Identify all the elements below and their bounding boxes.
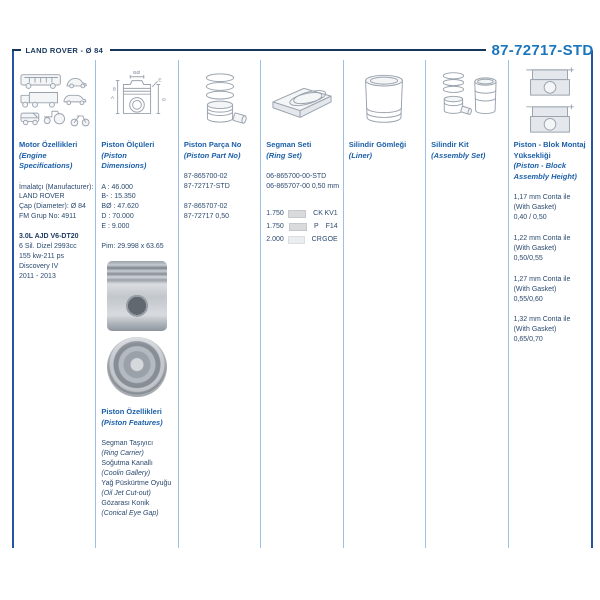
col-piston-dimensions xyxy=(96,60,178,548)
engine-detail-line: 2011 - 2013 xyxy=(19,273,56,280)
dimension-line: B- : 15.350 xyxy=(101,193,136,201)
assembly-height-entry xyxy=(514,275,586,305)
header-tick xyxy=(12,49,21,52)
engine-detail-line: 155 kw-211 ps xyxy=(19,253,65,261)
pin-dimension-line: Pim: 29.998 x 63.65 xyxy=(101,243,164,251)
piston-photo-top xyxy=(107,337,167,397)
assembly-height-entry xyxy=(514,193,586,223)
ring-profile-icon xyxy=(288,210,306,218)
spacer xyxy=(184,192,255,202)
ring-size: 2.000 xyxy=(266,235,284,243)
ring-size: 1.750 xyxy=(266,222,284,230)
dimension-line: E : 9.000 xyxy=(101,223,130,231)
gasket-line: 1,17 mm Conta ile xyxy=(513,194,571,201)
engine-spec-line: Çap (Diameter): Ø 84 xyxy=(19,203,86,211)
part-number-line: 87-72717 0,50 xyxy=(183,212,229,220)
svg-text:D: D xyxy=(162,97,166,103)
assembly-height-title: Piston - Blok Montaj Yüksekliği xyxy=(513,140,586,160)
series-label: LAND ROVER - Ø 84 xyxy=(25,45,104,55)
gasket-value: 0,40 / 0,50 xyxy=(513,213,547,221)
ring-set-number: 06-865700-00-STD xyxy=(266,173,327,180)
col-piston-part-no xyxy=(179,60,261,548)
piston-rings-icon xyxy=(184,64,255,136)
ring-type-code: CK xyxy=(313,209,323,217)
spacer xyxy=(19,222,90,232)
liner-icon xyxy=(349,64,420,136)
col-engine-specifications xyxy=(14,60,96,548)
gasket-note: (With Gasket) xyxy=(513,244,557,252)
liner-subtitle: (Liner) xyxy=(348,150,373,160)
block-height-icon xyxy=(514,64,586,136)
gasket-line: 1,22 mm Conta ile xyxy=(513,234,571,242)
svg-text:E: E xyxy=(158,78,162,84)
feature-line: Yağ Püskürtme Oyuğu xyxy=(101,479,172,487)
ring-brand-code: GOE xyxy=(322,235,338,243)
ring-set-title: Segman Seti xyxy=(266,140,312,149)
gasket-line: 1,32 mm Conta ile xyxy=(513,316,571,324)
col-assembly-height xyxy=(509,60,591,548)
ring-spec-row xyxy=(266,221,337,234)
part-number-line: 87-865707-02 xyxy=(183,202,228,210)
dimension-line: BØ : 47.620 xyxy=(101,203,139,211)
ring-brand-code: KV1 xyxy=(324,209,338,217)
header-rule xyxy=(110,49,485,52)
spec-grid xyxy=(14,60,591,548)
dimensions-title: Piston Ölçüleri xyxy=(101,140,155,149)
ring-profile-icon xyxy=(288,236,305,244)
feature-line: Gözarası Konik xyxy=(101,499,150,507)
ring-type-code: P xyxy=(314,222,319,230)
ring-spec-row xyxy=(266,234,337,247)
assembly-height-subtitle: (Piston - Block Assembly Height) xyxy=(513,161,577,181)
gasket-value: 0,55/0,60 xyxy=(513,295,543,303)
engine-detail-line: Discovery IV xyxy=(19,263,59,271)
engine-spec-line: LAND ROVER xyxy=(19,193,65,201)
engine-spec-line: İmalatçı (Manufacturer): xyxy=(19,183,94,191)
part-number-line: 87-865700-02 xyxy=(183,173,228,180)
ring-size: 1.750 xyxy=(266,209,284,217)
main-part-number: 87-72717-STD xyxy=(491,41,594,59)
ring-set-box-icon xyxy=(266,64,337,136)
engine-detail-line: 6 Sil. Dizel 2993cc xyxy=(19,243,77,251)
gasket-value: 0,65/0,70 xyxy=(513,336,543,344)
feature-line: Soğutma Kanallı xyxy=(101,460,153,467)
assembly-set-title: Silindir Kit xyxy=(431,140,469,149)
liner-title: Silindir Gömleği xyxy=(348,140,407,149)
dimensions-subtitle: (Piston Dimensions) xyxy=(101,150,147,170)
svg-text:A: A xyxy=(110,96,115,102)
engine-spec-line: FM Grup No: 4911 xyxy=(19,213,77,221)
gasket-note: (With Gasket) xyxy=(513,203,557,211)
gasket-value: 0,50/0,55 xyxy=(513,254,543,262)
features-title: Piston Özellikleri xyxy=(101,407,162,417)
piston-dimensions-icon xyxy=(101,64,172,136)
engine-subtitle: (Engine Specifications) xyxy=(19,150,73,170)
col-liner xyxy=(344,60,426,548)
ring-profile-icon xyxy=(289,223,307,231)
feature-line-en: (Ring Carrier) xyxy=(101,450,144,458)
dimension-line: A : 46.000 xyxy=(101,183,133,191)
ring-set-number: 06-865707-00 0,50 mm xyxy=(266,182,340,190)
feature-line-en: (Coolin Gallery) xyxy=(101,469,151,477)
part-no-subtitle: (Piston Part No) xyxy=(183,150,241,160)
assembly-set-subtitle: (Assembly Set) xyxy=(431,150,486,160)
gasket-note: (With Gasket) xyxy=(513,326,557,334)
ring-spec-row xyxy=(266,208,337,221)
vehicle-applications-icon xyxy=(19,64,90,136)
col-assembly-set xyxy=(426,60,508,548)
ring-set-subtitle: (Ring Set) xyxy=(266,150,302,160)
part-number-line: 87-72717-STD xyxy=(183,182,230,190)
feature-line-en: (Oil Jet Cut-out) xyxy=(101,489,151,497)
feature-line-en: (Conical Eye Gap) xyxy=(101,509,159,517)
feature-line: Segman Taşıyıcı xyxy=(101,440,154,448)
dimension-line: D : 70.000 xyxy=(101,213,134,221)
assembly-height-entry xyxy=(514,315,586,345)
ring-brand-code: F14 xyxy=(325,222,338,230)
svg-text:BØ: BØ xyxy=(133,70,141,76)
engine-code: 3.0L AJD V6-DT20 xyxy=(19,233,79,241)
ring-type-code: CR xyxy=(311,235,322,243)
engine-title: Motor Özellikleri xyxy=(19,140,78,149)
col-ring-set xyxy=(261,60,343,548)
svg-text:B: B xyxy=(112,87,117,93)
spacer xyxy=(266,192,337,202)
gasket-line: 1,27 mm Conta ile xyxy=(513,275,571,283)
gasket-note: (With Gasket) xyxy=(513,285,557,293)
assembly-kit-icon xyxy=(431,64,502,136)
entry-header xyxy=(12,42,594,58)
features-subtitle: (Piston Features) xyxy=(101,417,163,427)
spacer xyxy=(101,232,172,242)
assembly-height-entry xyxy=(514,234,586,264)
part-no-title: Piston Parça No xyxy=(183,140,242,149)
piston-photo-side xyxy=(107,261,167,331)
catalog-entry xyxy=(12,41,594,548)
